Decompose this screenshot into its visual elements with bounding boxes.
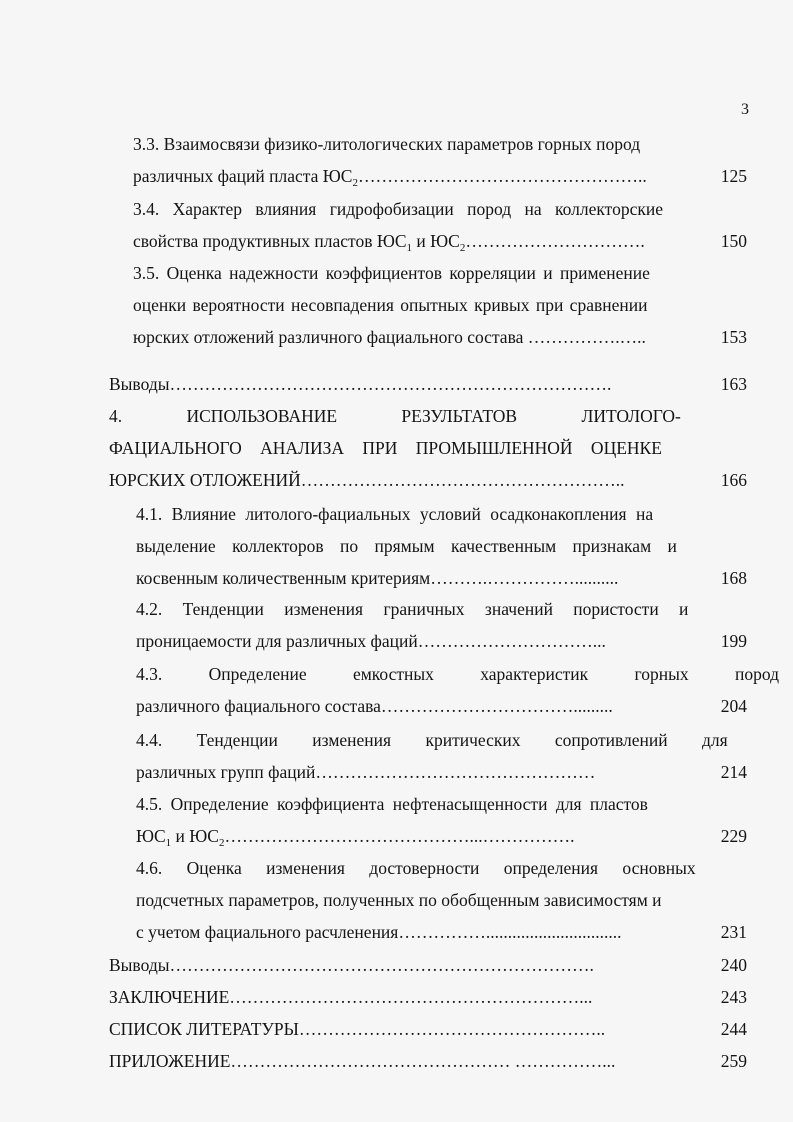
toc-entry-3-4-line-2: [133, 230, 645, 255]
toc-page-number: 204: [720, 696, 747, 716]
leader-dots: ………………………….: [465, 231, 645, 251]
toc-text: свойства продуктивных пластов ЮС: [133, 231, 407, 251]
leader-dots: …………………………………………..: [357, 166, 647, 186]
toc-references: СПИСОК ЛИТЕРАТУРЫ……………………………………………..: [109, 1019, 606, 1039]
toc-page-number: 259: [720, 1051, 747, 1071]
leader-dots: ……………………………………...…………….: [224, 826, 575, 846]
toc-entry-4-5-line-1: 4.5. Определение коэффициента нефтенасыщенности для пластов: [136, 794, 648, 814]
toc-entry-4-2-line-1: 4.2. Тенденции изменения граничных значений пористости и: [136, 599, 689, 619]
subscript: 2: [459, 242, 466, 254]
subscript: 2: [218, 837, 225, 849]
toc-entry-4-1-line-3: косвенным количественным критериям……….……………..........: [136, 568, 619, 588]
toc-page-number: 125: [720, 166, 747, 186]
toc-entry-4-4-line-2: различных групп фаций…………………………………………: [136, 762, 596, 782]
toc-entry-4-6-line-1: 4.6. Оценка изменения достоверности определения основных: [136, 858, 696, 878]
toc-entry-4-2-line-2: проницаемости для различных фаций…………………………...: [136, 631, 606, 651]
toc-chapter-4-line-2: ФАЦИАЛЬНОГО АНАЛИЗА ПРИ ПРОМЫШЛЕННОЙ ОЦЕНКЕ: [109, 438, 662, 458]
toc-page-number: 166: [720, 470, 747, 490]
toc-text: различных фаций пласта ЮС: [133, 166, 353, 186]
toc-entry-3-3-line-2: [133, 165, 647, 190]
toc-page-number: 214: [720, 762, 747, 782]
toc-entry-4-6-line-2: подсчетных параметров, полученных по обобщенным зависимостям и: [136, 890, 662, 910]
toc-page-number: 229: [720, 826, 747, 846]
toc-conclusions-2: Выводы……………………………………………………………….: [109, 955, 594, 975]
toc-entry-4-6-line-3: с учетом фациального расчленения……………...............................: [136, 922, 622, 942]
toc-entry-3-5-line-2: оценки вероятности несовпадения опытных кривых при сравнении: [133, 295, 648, 315]
toc-page-number: 199: [720, 631, 747, 651]
toc-entry-4-5-line-2: [136, 825, 574, 850]
toc-entry-4-3-line-1: 4.3. Определение емкостных характеристик горных пород: [136, 664, 780, 684]
toc-conclusions-1: Выводы………………………………………………………………….: [109, 374, 612, 394]
toc-entry-4-1-line-1: 4.1. Влияние литолого-фациальных условий осадконакопления на: [136, 504, 654, 524]
toc-page-number: 243: [720, 987, 747, 1007]
toc-page-number: 168: [720, 568, 747, 588]
toc-page-number: 153: [720, 327, 747, 347]
toc-text: и ЮС: [171, 826, 219, 846]
toc-chapter-4-line-3: ЮРСКИХ ОТЛОЖЕНИЙ………………………………………………..: [109, 470, 625, 490]
toc-final-conclusion: ЗАКЛЮЧЕНИЕ……………………………………………………...: [109, 987, 593, 1007]
toc-entry-3-5-line-1: 3.5. Оценка надежности коэффициентов корреляции и применение: [133, 263, 650, 283]
toc-entry-3-3-line-1: [133, 133, 707, 155]
toc-entry-4-3-line-2: различного фациального состава…………………………….........: [136, 696, 613, 716]
toc-text: и ЮС: [412, 231, 460, 251]
toc-entry-4-4-line-1: 4.4. Тенденции изменения критических сопротивлений для: [136, 730, 728, 750]
subscript: 1: [165, 837, 172, 849]
toc-appendix: ПРИЛОЖЕНИЕ………………………………………… ……………...: [109, 1051, 616, 1071]
subscript: 1: [406, 242, 413, 254]
toc-text: 3.3. Взаимосвязи физико-литологических параметров горных пород: [133, 134, 641, 154]
toc-entry-4-1-line-2: выделение коллекторов по прямым качественным признакам и: [136, 536, 677, 556]
toc-page-number: 244: [720, 1019, 747, 1039]
toc-page-number: 150: [720, 231, 747, 251]
toc-entry-3-4-line-1: 3.4. Характер влияния гидрофобизации пород на коллекторские: [133, 199, 664, 219]
toc-entry-3-5-line-3: юрских отложений различного фациального состава …………….…..: [133, 327, 646, 347]
toc-page-number: 163: [720, 374, 747, 394]
page-number: 3: [741, 101, 749, 118]
toc-page-number: 231: [720, 922, 747, 942]
toc-text: ЮС: [136, 826, 166, 846]
toc-page-number: 240: [720, 955, 747, 975]
subscript: 2: [352, 177, 358, 189]
toc-chapter-4-line-1: 4. ИСПОЛЬЗОВАНИЕ РЕЗУЛЬТАТОВ ЛИТОЛОГО-: [109, 406, 681, 426]
